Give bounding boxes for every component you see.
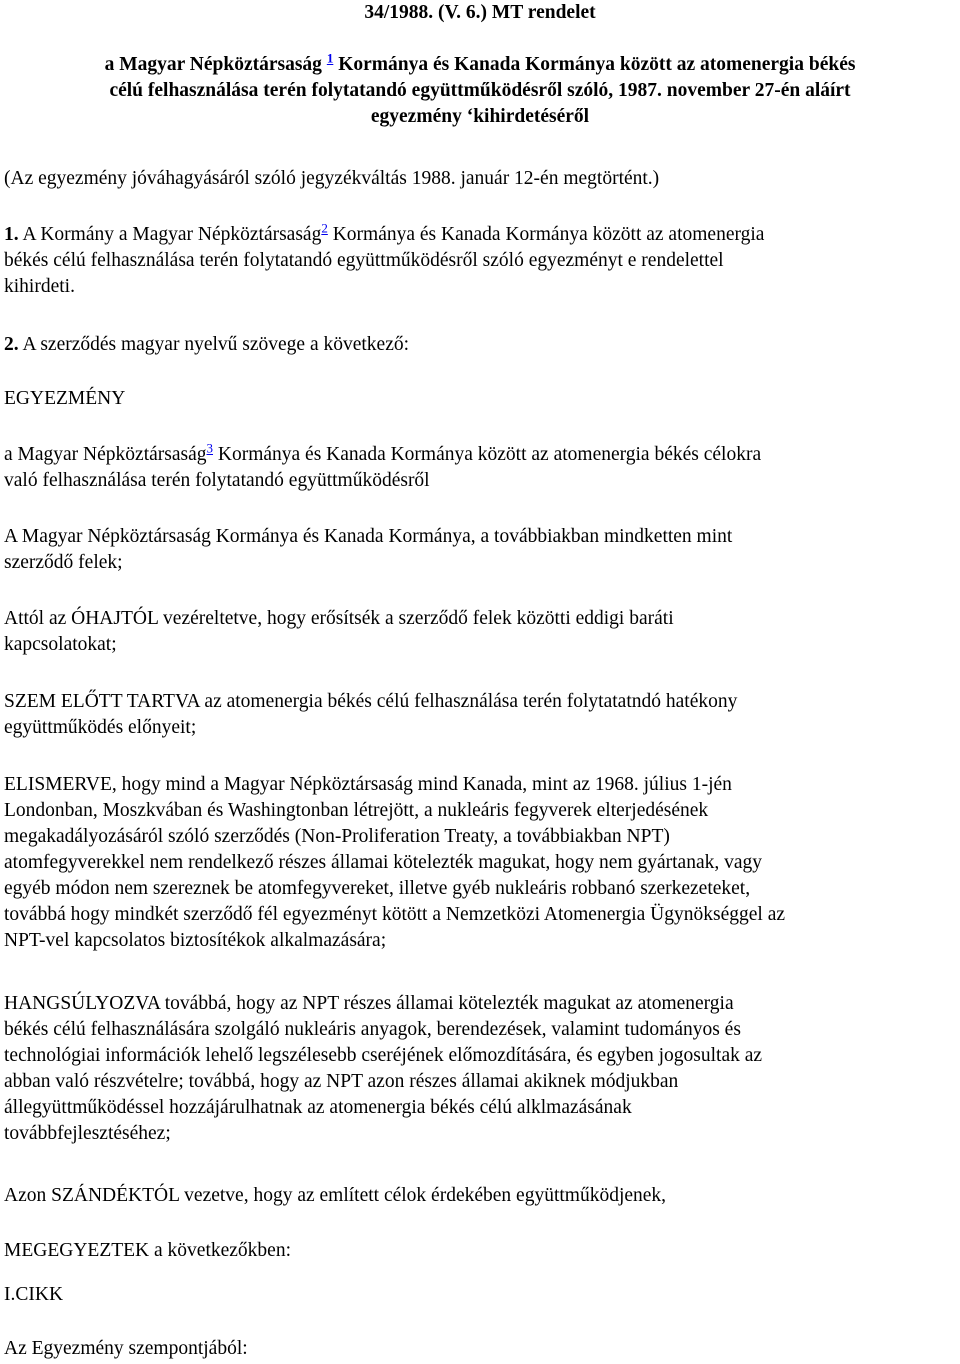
subtitle-line-2: célú felhasználása terén folytatandó együttműködésről szóló, 1987. november 27-én aláírt: [109, 80, 851, 101]
agreement-heading: EGYEZMÉNY: [4, 388, 126, 409]
bearing-in-mind-paragraph: SZEM ELŐTT TARTVA az atomenergia békés célú felhasználása terén folytatatndó hatékony együttműködés előnyeit;: [4, 691, 738, 738]
recognizing-paragraph: ELISMERVE, hogy mind a Magyar Népköztársaság mind Kanada, mint az 1968. július 1-jén Londonban, Moszkvában és Washingtonban létrejött, a nukleáris fegyverek elterjedésének megakadályozásáról szóló szerződés (Non-Proliferation Treaty, a továbbiakban NPT) atomfegyverekkel nem rendelkező részes államai kötelezték magukat, hogy nem gyártanak, vagy egyéb módon nem szereznek be atomfegyvereket, illetve gyéb nukleáris robbanó szerkezeteket, továbbá hogy mindkét szerződő fél egyezményt kötött a Nemzetközi Atomenergia Ügynökséggel az NPT-vel kapcsolatos biztosítékok alkalmazására;: [4, 774, 786, 951]
approval-note: (Az egyezmény jóváhagyásáról szóló jegyzékváltás 1988. január 12-én megtörtént.): [4, 168, 660, 189]
parties-paragraph: A Magyar Népköztársaság Kormánya és Kanada Kormánya, a továbbiakban mindketten mint szerződő felek;: [4, 526, 733, 573]
definitions-intro: Az Egyezmény szempontjából:: [4, 1338, 248, 1359]
footnote-link-3[interactable]: 3: [206, 440, 213, 456]
paragraph-number: 2.: [4, 334, 19, 355]
desire-paragraph: Attól az ÓHAJTÓL vezéreltetve, hogy erősítsék a szerződő felek közötti eddigi baráti kapcsolatokat;: [4, 608, 674, 655]
subtitle-line-1: a Magyar Népköztársaság $^1$ Kormánya és Kanada Kormánya között az atomenergia békés: [104, 50, 856, 75]
article-heading: I.CIKK: [4, 1284, 64, 1305]
agreed-paragraph: MEGEGYEZTEK a következőkben:: [4, 1240, 291, 1261]
page-title: 34/1988. (V. 6.) MT rendelet: [364, 2, 596, 23]
subtitle-line-3: egyezmény ‘kihirdetéséről: [370, 106, 590, 127]
decree-subtitle: [4, 52, 956, 130]
paragraph-1: 1. A Kormány a Magyar Népköztársaság$^2$ Kormánya és Kanada Kormánya között az atomenergia békés célú felhasználása terén folytatandó együttműködésről szóló egyezményt e rendelettel kihirdeti.: [4, 220, 765, 297]
agreement-title: a Magyar Népköztársaság$^3$ Kormánya és Kanada Kormánya között az atomenergia békés célokra való felhasználása terén folytatandó együttműködésről: [4, 440, 762, 491]
footnote-link-1[interactable]: 1: [326, 50, 334, 66]
paragraph-2: 2. A szerződés magyar nyelvű szövege a következő:: [4, 334, 410, 355]
footnote-link-2[interactable]: 2: [321, 220, 328, 236]
emphasizing-paragraph: HANGSÚLYOZVA továbbá, hogy az NPT részes államai kötelezték magukat az atomenergia békés célú felhasználására szolgáló nukleáris anyagok, berendezések, valamint tudományos és technológiai információk lehelő legszélesebb cseréjének előmozdítására, és egyben jogosultak az abban való részvételre; továbbá, hogy az NPT azon részes államai akiknek módjukban állegyüttműködéssel hozzájárulhatnak az atomenergia békés célú alklmazásának továbbfejlesztéséhez;: [4, 993, 763, 1144]
paragraph-number: 1.: [4, 224, 19, 245]
intent-paragraph: Azon SZÁNDÉKTÓL vezetve, hogy az említett célok érdekében együttműködjenek,: [4, 1185, 667, 1206]
